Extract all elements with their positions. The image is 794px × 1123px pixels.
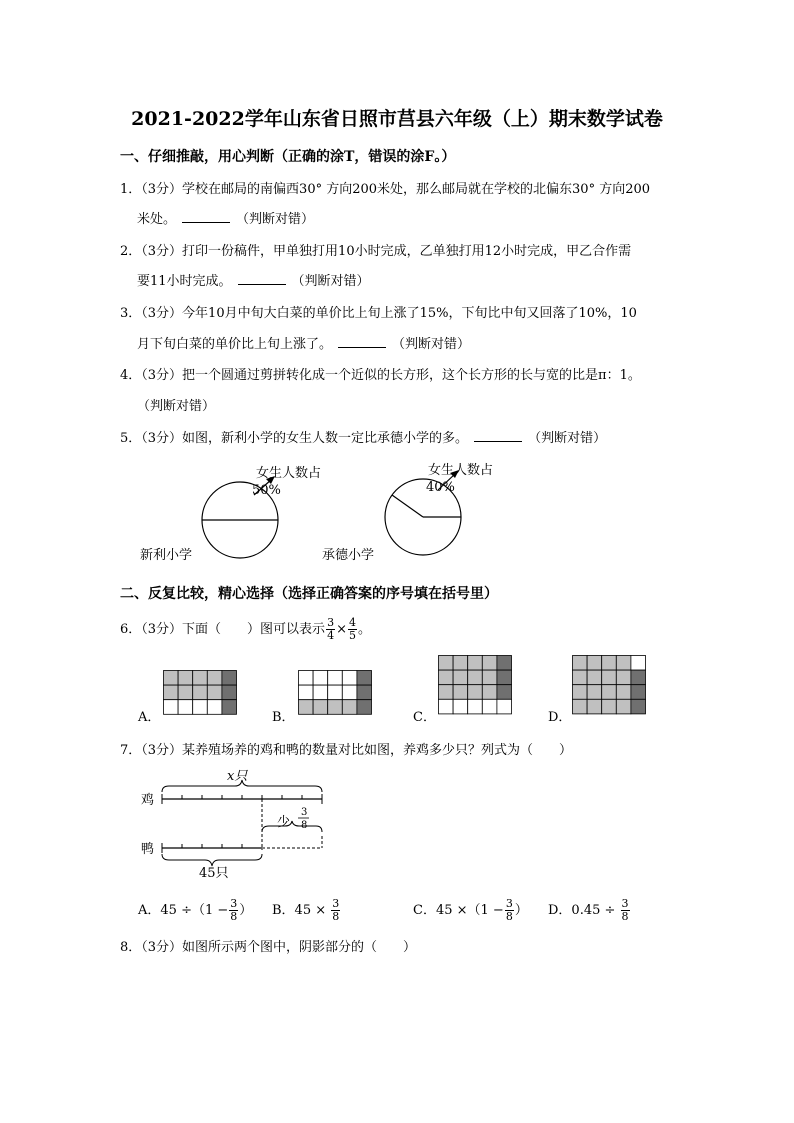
fraction-3-8: $\frac{3}{8}$ — [230, 897, 238, 923]
grid-cell — [616, 685, 631, 700]
q6-grid-b[interactable] — [298, 670, 374, 717]
grid-cell — [453, 699, 468, 714]
q7-option-c[interactable] — [413, 898, 528, 923]
question-2-cont — [137, 270, 370, 289]
question-number: 4． — [120, 368, 142, 383]
grid-cell — [313, 700, 328, 715]
grid-cell — [602, 685, 617, 700]
grid-cell — [342, 700, 357, 715]
fraction-3-8: $\frac{3}{8}$ — [505, 897, 513, 923]
grid-cell — [602, 670, 617, 685]
grid-cell — [222, 671, 237, 686]
question-6 — [120, 617, 371, 642]
judge-hint: （判断对错） — [291, 274, 370, 289]
grid-cell — [573, 656, 588, 671]
grid-cell — [631, 685, 646, 700]
q6-option-a-label[interactable]: A． — [138, 710, 161, 725]
grid-cell — [453, 670, 468, 685]
grid-cell — [482, 670, 497, 685]
grid-cell — [439, 685, 454, 700]
grid-cell — [468, 656, 483, 671]
grid-cell — [178, 685, 193, 700]
question-text: （3分）把一个圆通过剪拼转化成一个近似的长方形，这个长方形的长与宽的比是π：1。 — [141, 368, 641, 383]
grid-cell — [207, 671, 222, 686]
grid-cell — [193, 685, 208, 700]
grid-cell — [573, 699, 588, 714]
grid-cell — [328, 700, 343, 715]
grid-cell — [178, 700, 193, 715]
answer-blank[interactable] — [474, 429, 522, 442]
section-1-heading: 一、仔细推敲，用心判断（正确的涂T，错误的涂F。） — [120, 149, 456, 165]
fraction-3-8: $\frac{3}{8}$ — [621, 897, 629, 923]
q6-option-c-label[interactable]: C． — [413, 710, 436, 725]
less-brace — [262, 821, 322, 832]
q5-circle-figures — [130, 455, 530, 570]
grid-cell — [602, 699, 617, 714]
question-text: （3分）如图所示两个图中，阴影部分的（ ） — [141, 940, 417, 955]
grid-cell — [164, 700, 179, 715]
grid-cell — [207, 685, 222, 700]
duck-label: 鸭 — [141, 842, 155, 857]
grid-cell — [587, 670, 602, 685]
question-number: 5． — [120, 431, 142, 446]
q6-grid-d[interactable] — [572, 655, 648, 717]
grid-cell — [193, 671, 208, 686]
q6-grid-c[interactable] — [438, 655, 514, 717]
question-text: （3分）如图，新利小学的女生人数一定比承德小学的多。 — [141, 431, 469, 446]
page-title: 2021-2022学年山东省日照市莒县六年级（上）期末数学试卷 — [131, 108, 663, 130]
circle-xinli-school: 新利小学 — [140, 548, 193, 563]
grid-cell — [587, 685, 602, 700]
question-text: 要11小时完成。 — [137, 274, 232, 289]
grid-cell — [631, 656, 646, 671]
option-c-text: C．45 ×（1 − — [413, 903, 504, 918]
option-a-paren: ） — [239, 903, 253, 918]
q6-grid-a[interactable] — [163, 670, 239, 717]
q7-option-b[interactable] — [272, 898, 341, 923]
grid-cell — [482, 699, 497, 714]
question-number: 2． — [120, 244, 142, 259]
grid-cell — [631, 670, 646, 685]
times-sign: × — [336, 622, 347, 637]
question-5 — [120, 427, 606, 446]
grid-cell — [497, 685, 512, 700]
grid-cell — [313, 671, 328, 686]
grid-cell — [573, 670, 588, 685]
grid-cell — [482, 685, 497, 700]
grid-cell — [439, 656, 454, 671]
q7-option-a[interactable] — [138, 898, 252, 923]
grid-cell — [357, 700, 372, 715]
question-number: 3． — [120, 306, 142, 321]
answer-blank[interactable] — [238, 272, 286, 285]
x-count-label: x只 — [227, 769, 248, 784]
judge-hint: （判断对错） — [236, 212, 315, 227]
grid-cell — [453, 685, 468, 700]
grid-cell — [342, 685, 357, 700]
question-3-cont — [137, 333, 470, 352]
circle-chengde-school: 承德小学 — [322, 548, 375, 563]
less-label: 少 — [277, 815, 291, 830]
period: 。 — [357, 622, 371, 637]
question-number: 8． — [120, 940, 142, 955]
circle-chengde-percent: 40% — [426, 480, 455, 495]
judge-hint: （判断对错） — [528, 431, 607, 446]
grid-cell — [313, 685, 328, 700]
less-fraction-den: 8 — [301, 820, 308, 831]
question-1-cont — [137, 208, 314, 227]
grid-cell — [207, 700, 222, 715]
grid-cell — [497, 656, 512, 671]
grid-cell — [299, 685, 314, 700]
grid-cell — [164, 685, 179, 700]
judge-hint: （判断对错） — [137, 399, 216, 414]
chicken-brace — [162, 780, 322, 792]
question-4 — [120, 364, 641, 383]
q6-option-b-label[interactable]: B． — [272, 710, 295, 725]
question-4-cont — [137, 395, 215, 414]
option-c-paren: ） — [514, 903, 528, 918]
question-8 — [120, 936, 416, 955]
grid-cell — [439, 699, 454, 714]
grid-cell — [468, 699, 483, 714]
circle-chengde-label: 女生人数占 — [428, 463, 494, 478]
question-text: （3分）某养殖场养的鸡和鸭的数量对比如图，养鸡多少只？列式为（ ） — [141, 743, 573, 758]
circle-xinli-label: 女生人数占 — [256, 466, 322, 481]
grid-cell — [573, 685, 588, 700]
grid-cell — [482, 656, 497, 671]
grid-cell — [328, 685, 343, 700]
grid-cell — [587, 656, 602, 671]
chicken-label: 鸡 — [141, 793, 155, 808]
option-a-text: A．45 ÷（1 − — [138, 903, 229, 918]
grid-cell — [616, 699, 631, 714]
question-2 — [120, 240, 631, 259]
grid-cell — [602, 656, 617, 671]
grid-cell — [299, 700, 314, 715]
circle-xinli-percent: 50% — [252, 483, 281, 498]
option-b-text: B．45 × — [272, 903, 327, 918]
grid-cell — [631, 699, 646, 714]
circle-chengde-radius-2 — [392, 495, 423, 517]
grid-cell — [178, 671, 193, 686]
q7-segment-diagram — [135, 766, 335, 881]
duck-brace — [162, 854, 262, 866]
question-number: 1． — [120, 182, 142, 197]
option-d-text: D．0.45 ÷ — [548, 903, 616, 918]
judge-hint: （判断对错） — [392, 337, 471, 352]
answer-blank[interactable] — [338, 335, 386, 348]
grid-cell — [357, 671, 372, 686]
question-text: （3分）学校在邮局的南偏西30° 方向200米处，那么邮局就在学校的北偏东30° 方向200 — [141, 182, 651, 197]
grid-cell — [468, 670, 483, 685]
answer-blank[interactable] — [182, 210, 230, 223]
q7-option-d[interactable] — [548, 898, 631, 923]
grid-cell — [222, 700, 237, 715]
duck-count-label: 45只 — [199, 866, 229, 881]
grid-cell — [164, 671, 179, 686]
grid-cell — [616, 656, 631, 671]
question-text: （3分）打印一份稿件，甲单独打用10小时完成，乙单独打用12小时完成，甲乙合作需 — [141, 244, 632, 259]
grid-cell — [193, 700, 208, 715]
grid-cell — [299, 671, 314, 686]
less-fraction-num: 3 — [301, 807, 308, 818]
grid-cell — [328, 671, 343, 686]
q6-option-d-label[interactable]: D． — [548, 710, 572, 725]
grid-cell — [453, 656, 468, 671]
question-7 — [120, 739, 572, 758]
grid-cell — [587, 699, 602, 714]
grid-cell — [342, 671, 357, 686]
grid-cell — [222, 685, 237, 700]
grid-cell — [497, 670, 512, 685]
question-3 — [120, 302, 637, 321]
question-number: 7． — [120, 743, 142, 758]
grid-cell — [616, 670, 631, 685]
grid-cell — [439, 670, 454, 685]
grid-cell — [497, 699, 512, 714]
question-text: 米处。 — [137, 212, 177, 227]
fraction-4-5: $\frac{4}{5}$ — [348, 616, 356, 642]
fraction-3-8: $\frac{3}{8}$ — [332, 897, 340, 923]
section-2-heading: 二、反复比较，精心选择（选择正确答案的序号填在括号里） — [120, 586, 498, 602]
question-number: 6． — [120, 622, 142, 637]
question-1 — [120, 178, 650, 197]
question-text: 月下旬白菜的单价比上旬上涨了。 — [137, 337, 333, 352]
grid-cell — [468, 685, 483, 700]
fraction-3-4: $\frac{3}{4}$ — [327, 616, 335, 642]
question-text: （3分）今年10月中旬大白菜的单价比上旬上涨了15%，下旬比中旬又回落了10%，10 — [141, 306, 637, 321]
grid-cell — [357, 685, 372, 700]
question-text: （3分）下面（ ）图可以表示 — [141, 622, 326, 637]
